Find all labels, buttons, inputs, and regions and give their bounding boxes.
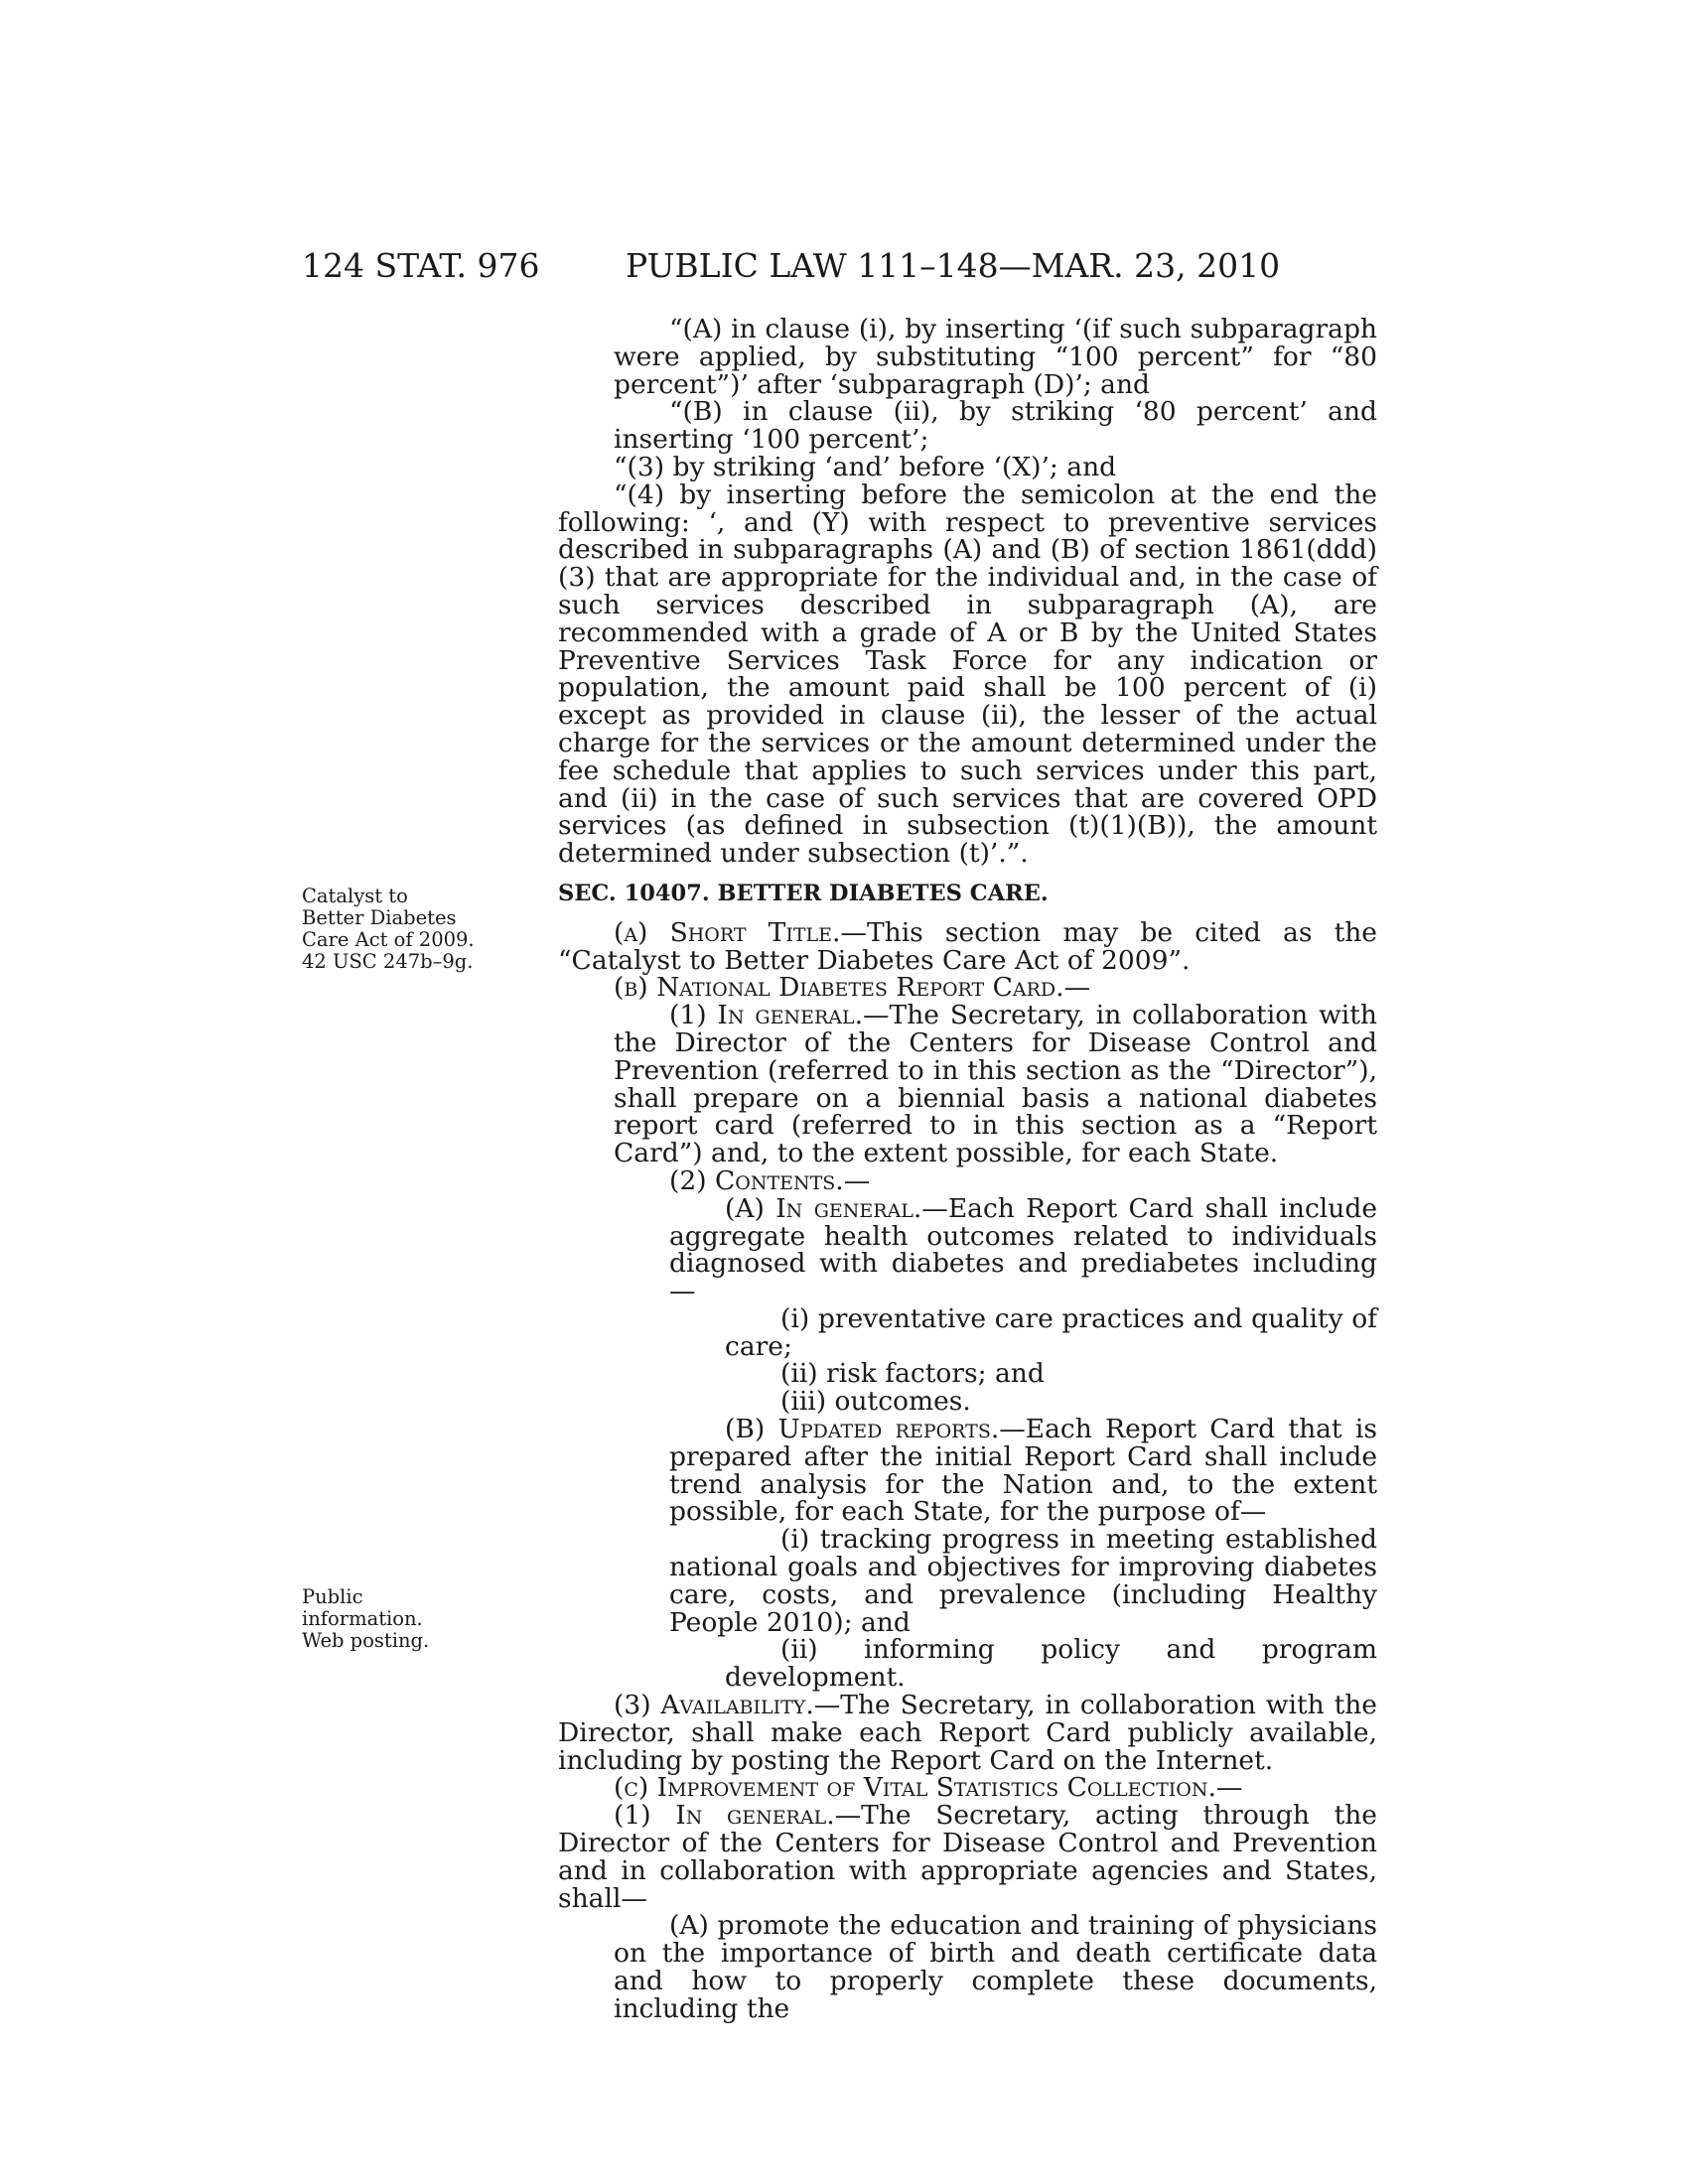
- clause-b2B-i: (i) tracking progress in meeting established national goals and objectives for improving diabetes care, costs, and prevalence (including Healthy People 2010); and: [669, 1524, 1377, 1638]
- margin-note-public-information: [302, 1586, 500, 1652]
- paragraph-c1-text: The Secretary, acting through the Director of the Centers for Disease Control and Prevention and in collaboration with appropriate agencies and States, shall—: [558, 1800, 1377, 1914]
- paragraph-b3-label: (3) Availability.—: [614, 1690, 841, 1721]
- paragraph-b2B-label: (B) Updated reports.—: [725, 1414, 1026, 1445]
- margin-note-short-title: [302, 886, 500, 973]
- margin-note-line: information.: [302, 1607, 423, 1630]
- paragraph-b2A-label: (A) In general.—: [725, 1192, 948, 1224]
- paragraph-b1: [558, 1002, 1377, 1167]
- subsection-a: [558, 916, 1377, 976]
- paragraph-amend-4: “(4) by inserting before the semicolon at the end the following: ‘, and (Y) with respect to preventive services described in subparagraphs (A) and (B) of section 1861(ddd)(3) that are appropriate for the individual and, in the case of such services described in subparagraph (A), are recommended with a grade of A or B by the United States Preventive Services Task Force for any indication or population, the amount paid shall be 100 percent of (i) except as provided in clause (ii), the lesser of the actual charge for the services or the amount determined under the fee schedule that applies to such services under this part, and (ii) in the case of such services that are covered OPD services (as defined in subsection (t)(1)(B)), the amount determined under subsection (t)’.”.: [558, 478, 1377, 870]
- clause-b2B-i-wrapper: [558, 1526, 1377, 1636]
- clause-b2A-iii: (iii) outcomes.: [780, 1386, 971, 1418]
- section-heading: SEC. 10407. BETTER DIABETES CARE.: [558, 880, 1049, 906]
- paragraph-b2-label: (2) Contents.—: [669, 1164, 871, 1196]
- subsection-c: [558, 1774, 1377, 1802]
- paragraph-b2A: [558, 1192, 1377, 1307]
- paragraph-c1-label: (1) In general.—: [614, 1800, 862, 1832]
- running-header-title: PUBLIC LAW 111–148—MAR. 23, 2010: [626, 246, 1281, 285]
- paragraph-3A: “(A) in clause (i), by inserting ‘(if such subparagraph were applied, by substituting “100 percent” for “80 percent”)’ after ‘subparagraph (D)’; and: [614, 314, 1377, 400]
- clause-b2B-ii: (ii) informing policy and program development.: [725, 1634, 1377, 1694]
- paragraph-b2B: [558, 1416, 1377, 1526]
- paragraph-b1-label: (1) In general.—: [669, 1000, 890, 1031]
- subsection-a-label: (a) Short Title.—: [614, 916, 867, 948]
- margin-note-line: 42 USC 247b–9g.: [302, 950, 474, 973]
- paragraph-b3-text: The Secretary, in collaboration with the Director, shall make each Report Card publicly available, including by posting the Report Card on the Internet.: [558, 1690, 1377, 1776]
- clause-b2A-i: (i) preventative care practices and quality of care;: [725, 1302, 1377, 1362]
- paragraph-b2: [558, 1164, 1377, 1196]
- subsection-c-label: (c) Improvement of Vital Statistics Collection.—: [614, 1772, 1243, 1804]
- margin-note-line: Public: [302, 1585, 363, 1608]
- subsection-b: [558, 974, 1377, 1002]
- clause-b2A-ii: (ii) risk factors; and: [780, 1358, 1045, 1390]
- statute-page-reference: 124 STAT. 976: [302, 246, 540, 285]
- margin-note-line: Catalyst to: [302, 885, 408, 907]
- paragraph-amend-3: “(3) by striking ‘and’ before ‘(X)’; and: [614, 451, 1117, 482]
- paragraph-b2A-text: Each Report Card shall include aggregate health outcomes related to individuals diagnosed with diabetes and prediabetes including—: [669, 1192, 1377, 1307]
- subsection-b-label: (b) National Diabetes Report Card.—: [614, 972, 1091, 1004]
- paragraph-b3: [558, 1692, 1377, 1774]
- paragraph-b1-text: The Secretary, in collaboration with the Director of the Centers for Disease Control and Prevention (referred to in this section as the “Director”), shall prepare on a biennial basis a national diabetes report card (referred to in this section as a “Report Card”) and, to the extent possible, for each State.: [614, 1000, 1377, 1169]
- margin-note-line: Web posting.: [302, 1629, 430, 1652]
- body-text: [558, 316, 1377, 2023]
- margin-note-line: Better Diabetes: [302, 906, 457, 929]
- margin-note-line: Care Act of 2009.: [302, 928, 475, 951]
- paragraph-3B: “(B) in clause (ii), by striking ‘80 percent’ and inserting ‘100 percent’;: [614, 396, 1377, 456]
- paragraph-b2B-text: Each Report Card that is prepared after the initial Report Card shall include trend analysis for the Nation and, to the extent possible, for each State, for the purpose of—: [669, 1414, 1377, 1528]
- paragraph-c1: [558, 1802, 1377, 1912]
- subsection-a-text: This section may be cited as the “Catalyst to Better Diabetes Care Act of 2009”.: [558, 916, 1377, 976]
- paragraph-c1A: (A) promote the education and training of physicians on the importance of birth and death certificate data and how to properly complete these documents, including the: [614, 1910, 1377, 2024]
